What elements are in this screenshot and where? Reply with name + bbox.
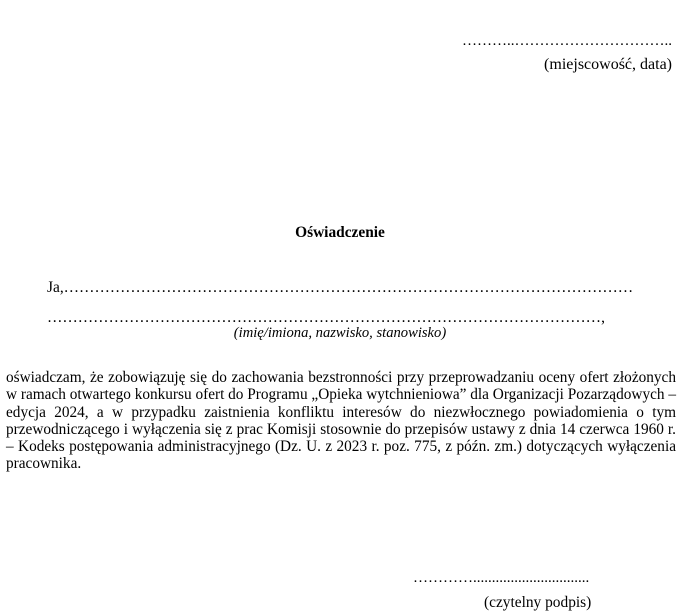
signature-field: …………............................... (413, 570, 590, 586)
document-title: Oświadczenie (295, 224, 385, 241)
declarant-name-field-continuation: ………………………………………………………………………………………………, (47, 309, 605, 326)
declarant-name-field: Ja,………………………………………………………………………………………………… (47, 279, 634, 296)
signature-caption: (czytelny podpis) (484, 594, 592, 611)
place-date-field: ………..………………………….. (462, 33, 672, 49)
declarant-caption: (imię/imiona, nazwisko, stanowisko) (233, 325, 447, 341)
declaration-body: oświadczam, że zobowiązuję się do zachowania bezstronności przy przeprowadzaniu oceny ofert złożonych w ramach otwartego konkursu ofert do Programu „Opieka wytchnieniowa” dla Organizacji Pozarządowych – edycja 2024, a w przypadku zaistnienia konfliktu interesów do niezwłocznego powiadomienia o tym przewodniczącego i wyłączenia się z prac Komisji stosownie do przepisów ustawy z dnia 14 czerwca 1960 r. – Kodeks postępowania administracyjnego (Dz. U. z 2023 r. poz. 775, z późn. zm.) dotyczących wyłączenia pracownika. (6, 369, 677, 473)
place-date-caption: (miejscowość, data) (544, 56, 672, 73)
